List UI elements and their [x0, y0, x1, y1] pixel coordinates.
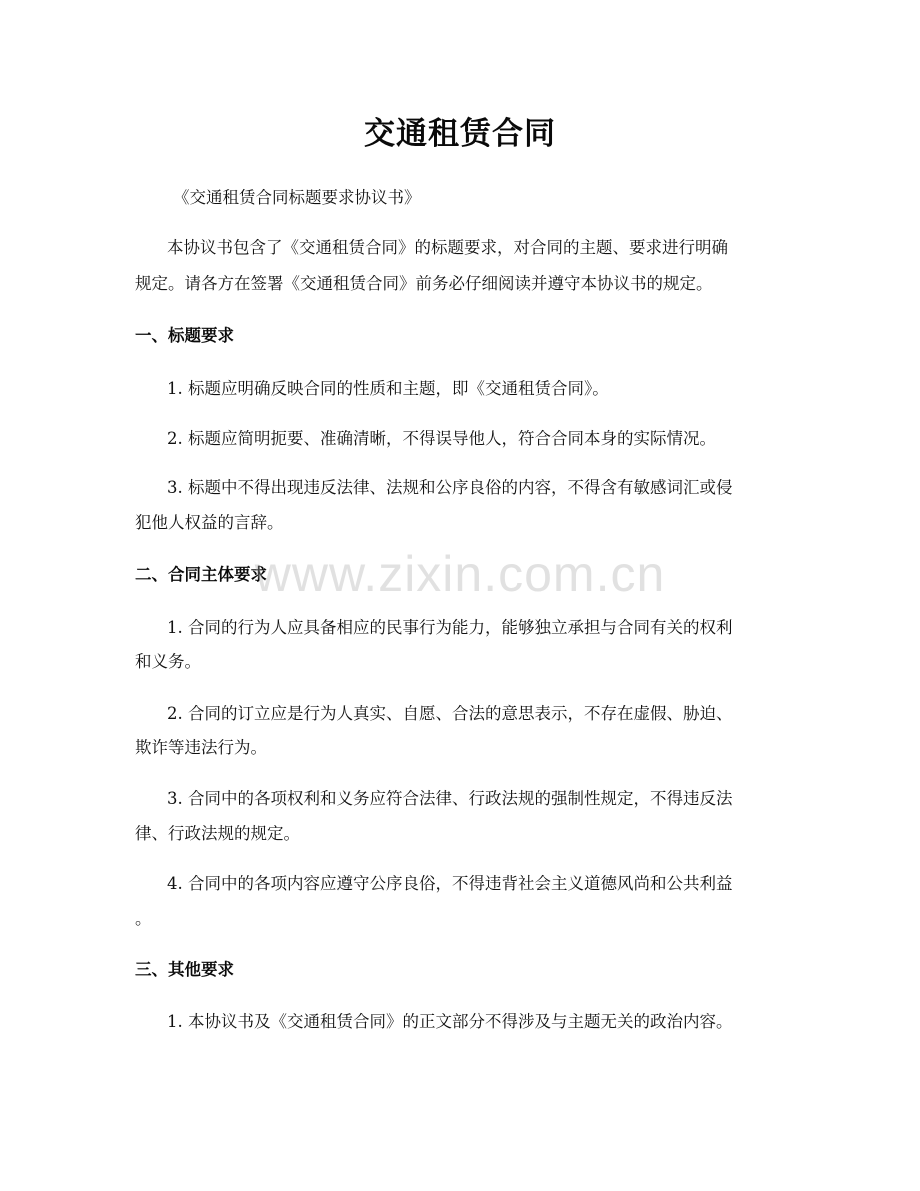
document-title: 交通租赁合同 [364, 116, 556, 152]
section-heading-1: 一、标题要求 [135, 326, 234, 345]
section2-item2-line2: 欺诈等违法行为。 [135, 738, 267, 757]
section2-item4-line2: 。 [135, 909, 152, 928]
section1-item3-line1: 3. 标题中不得出现违反法律、法规和公序良俗的内容，不得含有敏感词汇或侵 [167, 478, 733, 497]
section1-item3-line2: 犯他人权益的言辞。 [135, 513, 284, 532]
section2-item4-line1: 4. 合同中的各项内容应遵守公序良俗，不得违背社会主义道德风尚和公共利益 [167, 874, 733, 893]
intro-line-1: 本协议书包含了《交通租赁合同》的标题要求，对合同的主题、要求进行明确 [167, 238, 728, 257]
section2-item3-line1: 3. 合同中的各项权利和义务应符合法律、行政法规的强制性规定，不得违反法 [167, 789, 733, 808]
watermark: www.zixin.com.cn [254, 546, 666, 602]
section1-item2: 2. 标题应简明扼要、准确清晰，不得误导他人，符合合同本身的实际情况。 [167, 429, 716, 448]
section2-item1-line1: 1. 合同的行为人应具备相应的民事行为能力，能够独立承担与合同有关的权利 [167, 618, 733, 637]
section1-item1: 1. 标题应明确反映合同的性质和主题，即《交通租赁合同》。 [167, 379, 609, 398]
section2-item2-line1: 2. 合同的订立应是行为人真实、自愿、合法的意思表示，不存在虚假、胁迫、 [167, 704, 733, 723]
intro-line-2: 规定。请各方在签署《交通租赁合同》前务必仔细阅读并遵守本协议书的规定。 [135, 274, 713, 293]
section-heading-2: 二、合同主体要求 [135, 565, 267, 584]
section-heading-3: 三、其他要求 [135, 960, 234, 979]
section2-item3-line2: 律、行政法规的规定。 [135, 824, 300, 843]
section2-item1-line2: 和义务。 [135, 652, 201, 671]
document-subtitle: 《交通租赁合同标题要求协议书》 [173, 188, 421, 207]
section3-item1: 1. 本协议书及《交通租赁合同》的正文部分不得涉及与主题无关的政治内容。 [167, 1012, 733, 1031]
